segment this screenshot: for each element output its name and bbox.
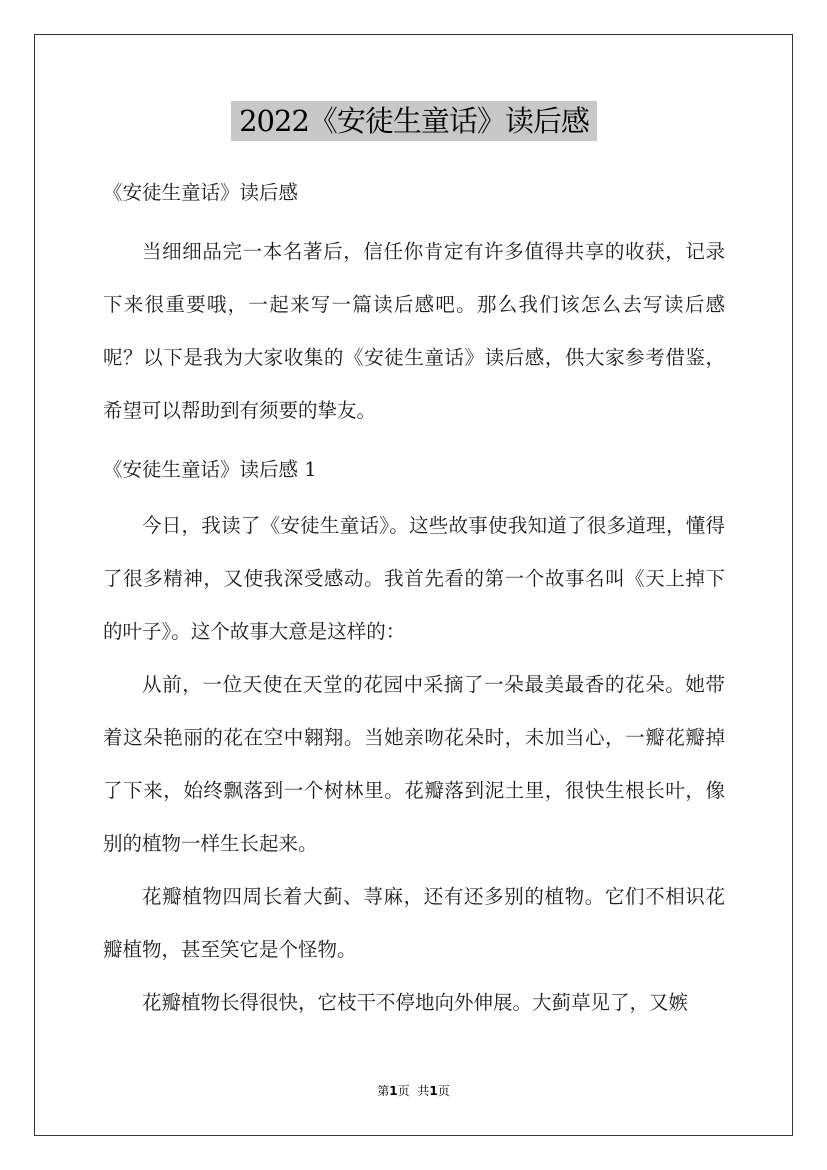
document-title: 2022《安徒生童话》读后感: [231, 101, 597, 141]
current-page-number: 1: [389, 1084, 398, 1098]
page-footer: [0, 1081, 827, 1101]
document-body: [103, 170, 725, 1029]
body-paragraph: 花瓣植物四周长着大蓟、荨麻，还有还多别的植物。它们不相识花瓣植物，甚至笑它是个怪物。: [103, 885, 725, 961]
page-label-prefix: 第: [377, 1084, 390, 1098]
body-paragraph: 从前，一位天使在天堂的花园中采摘了一朵最美最香的花朵。她带着这朵艳丽的花在空中翱翔。当她亲吻花朵时，未加当心，一瓣花瓣掉了下来，始终飘落到一个树林里。花瓣落到泥土里，很快生根长叶，像别的植物一样生长起来。: [103, 673, 725, 855]
document-subtitle: 《安徒生童话》读后感: [103, 181, 299, 204]
total-label-prefix: 共: [417, 1084, 430, 1098]
body-paragraph: 花瓣植物长得很快，它枝干不停地向外伸展。大蓟草见了，又嫉: [142, 991, 689, 1014]
intro-paragraph: 当细细品完一本名著后，信任你肯定有许多值得共享的收获，记录下来很重要哦，一起来写一篇读后感吧。那么我们该怎么去写读后感呢？以下是我为大家收集的《安徒生童话》读后感，供大家参考借鉴，希望可以帮助到有须要的挚友。: [103, 240, 725, 422]
page-label-suffix: 页: [397, 1084, 410, 1098]
total-page-number: 1: [429, 1084, 438, 1098]
body-paragraph: 今日，我读了《安徒生童话》。这些故事使我知道了很多道理，懂得了很多精神，又使我深受感动。我首先看的第一个故事名叫《天上掉下的叶子》。这个故事大意是这样的：: [103, 514, 725, 643]
section-heading: 《安徒生童话》读后感 1: [103, 458, 317, 481]
total-label-suffix: 页: [437, 1084, 450, 1098]
